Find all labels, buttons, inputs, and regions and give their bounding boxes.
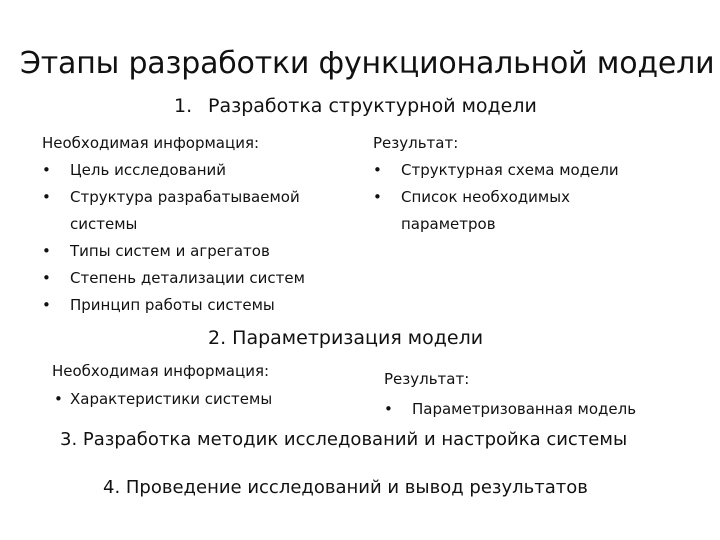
result-header: Результат: — [384, 370, 470, 388]
list-item-text: Степень детализации систем — [70, 269, 305, 287]
bullet: • — [42, 269, 51, 287]
stage-2-heading: 2. Параметризация модели — [208, 327, 484, 349]
list-item-text: Структура разрабатываемой — [70, 188, 300, 206]
required-info-list — [42, 157, 342, 319]
stage-1-required-info — [42, 130, 342, 319]
list-item — [42, 184, 342, 238]
bullet: • — [42, 296, 51, 314]
list-item-text: Характеристики системы — [70, 390, 273, 408]
stage-1-heading — [174, 95, 537, 117]
list-item — [373, 157, 693, 184]
list-item — [384, 394, 704, 424]
bullet: • — [373, 161, 382, 179]
list-item-text: Параметризованная модель — [412, 400, 637, 418]
bullet: • — [54, 390, 63, 408]
bullet: • — [42, 161, 51, 179]
stage-1-heading-text: Разработка структурной модели — [208, 95, 537, 117]
required-info-header: Необходимая информация: — [52, 362, 270, 380]
list-item — [42, 292, 342, 319]
slide-title: Этапы разработки функциональной модели — [20, 46, 715, 81]
stage-2-required-info — [52, 357, 352, 413]
required-info-header: Необходимая информация: — [42, 134, 260, 152]
list-item — [52, 385, 352, 413]
stage-4-heading: 4. Проведение исследований и вывод результатов — [103, 477, 588, 498]
result-list — [373, 157, 693, 238]
list-item-text: Принцип работы системы — [70, 296, 275, 314]
list-item-text: Список необходимых — [401, 188, 570, 206]
required-info-list — [52, 385, 352, 413]
result-header: Результат: — [373, 134, 459, 152]
list-item — [373, 184, 693, 238]
list-item-text: Типы систем и агрегатов — [70, 242, 270, 260]
list-item-text: Структурная схема модели — [401, 161, 619, 179]
stage-2-result — [384, 364, 704, 424]
bullet: • — [42, 188, 51, 206]
list-item-text-continued: параметров — [401, 215, 496, 233]
bullet: • — [384, 400, 393, 418]
bullet: • — [373, 188, 382, 206]
stage-1-number: 1. — [174, 95, 193, 117]
stage-3-heading: 3. Разработка методик исследований и настройка системы — [60, 429, 628, 450]
list-item — [42, 238, 342, 265]
list-item-text-continued: системы — [70, 215, 138, 233]
result-list — [384, 394, 704, 424]
list-item — [42, 157, 342, 184]
stage-1-result — [373, 130, 693, 238]
list-item — [42, 265, 342, 292]
list-item-text: Цель исследований — [70, 161, 227, 179]
bullet: • — [42, 242, 51, 260]
